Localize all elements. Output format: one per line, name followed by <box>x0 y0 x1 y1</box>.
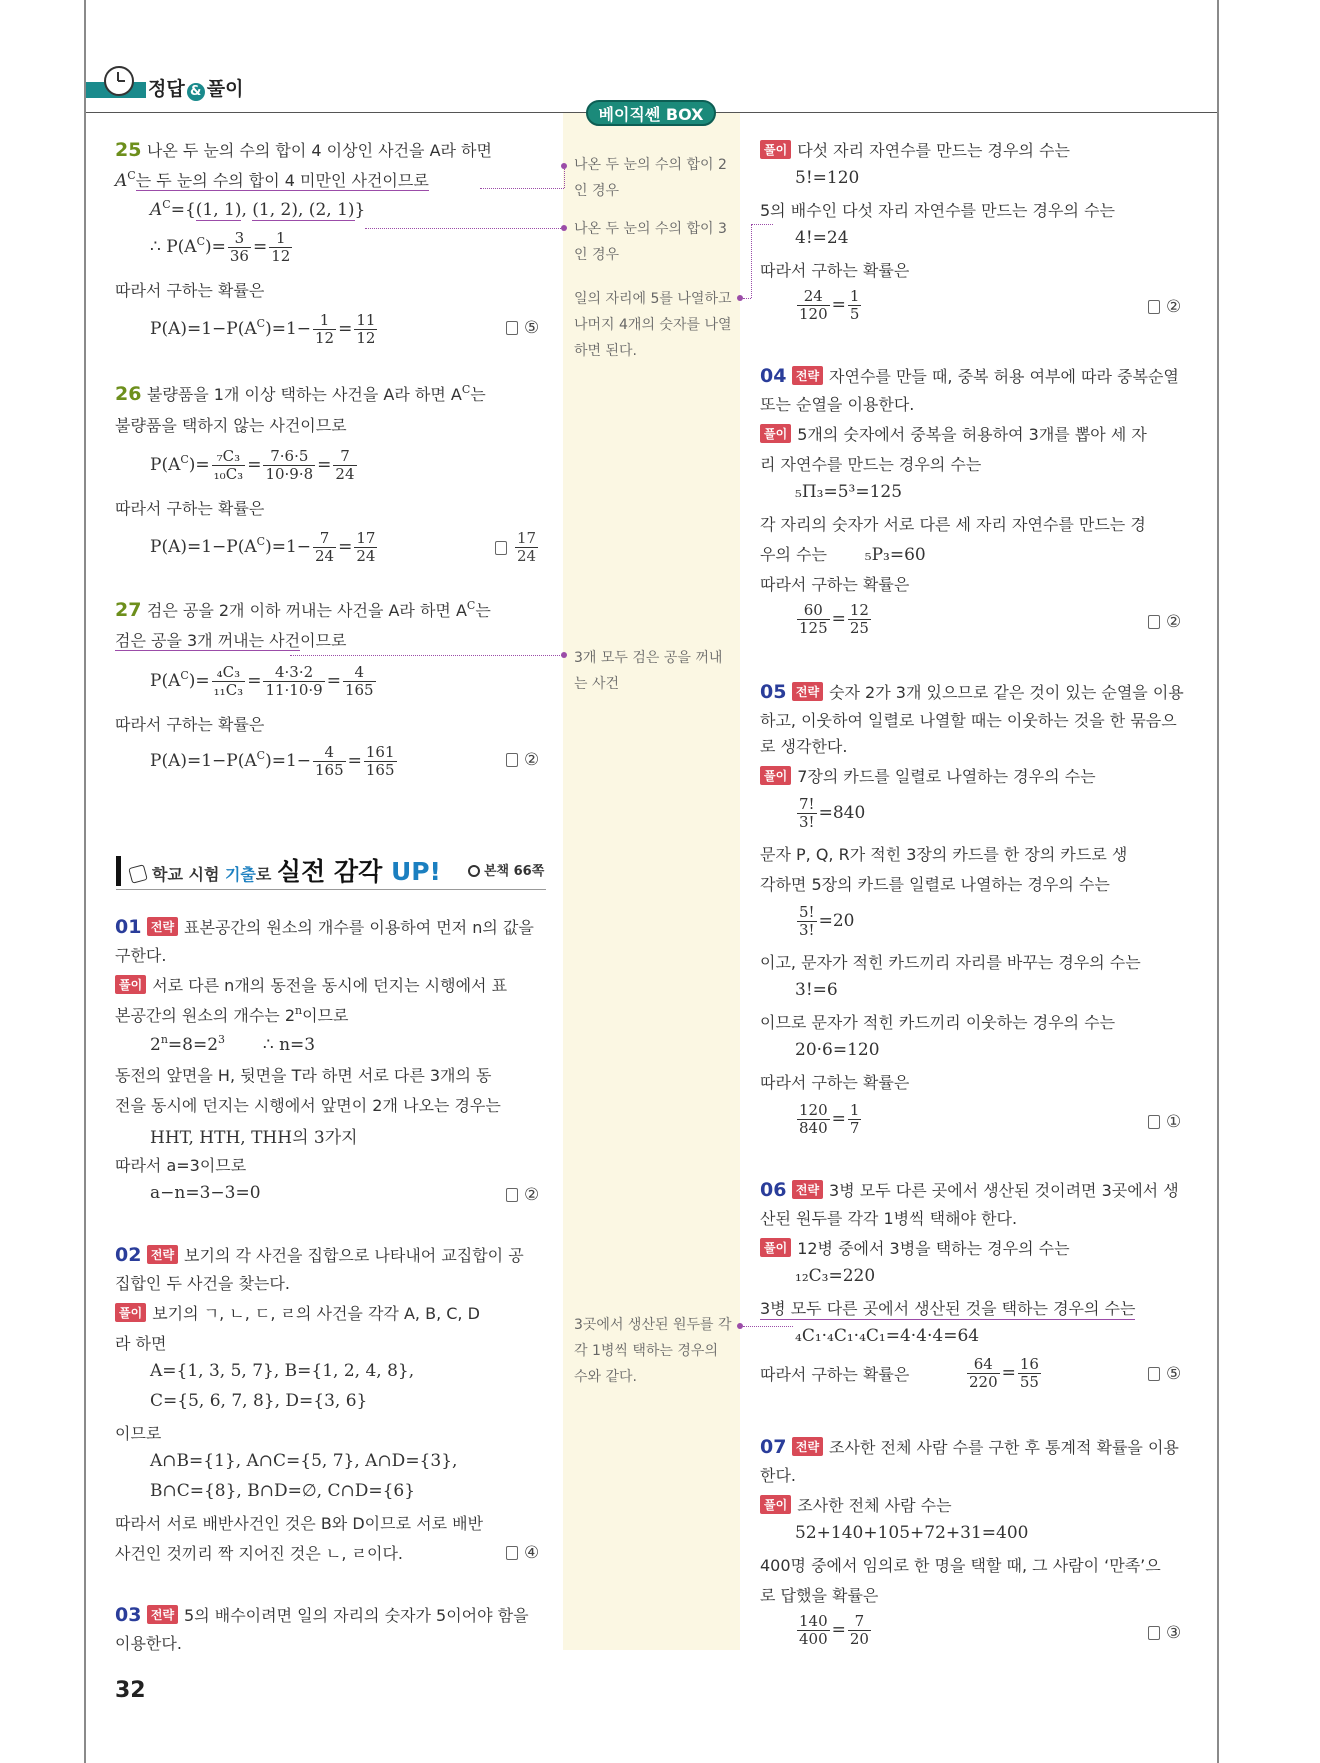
q03-solution-line: 4!=24 <box>795 228 849 248</box>
solution-tag: 풀이 <box>760 140 791 159</box>
q02-line: 풀이 보기의 ㄱ, ㄴ, ㄷ, ㄹ의 사건을 각각 A, B, C, D <box>115 1301 480 1324</box>
q07-line: 52+140+105+72+31=400 <box>795 1523 1029 1543</box>
q04-line: 또는 순열을 이용한다. <box>760 395 915 414</box>
basic-note: 3곳에서 생산된 원두를 각각 1병씩 택하는 경우의 수와 같다. <box>574 1317 732 1385</box>
question-number: 02 <box>115 1244 142 1266</box>
q05-result: $\frac{120}{840}$ = $\frac{1}{7}$ <box>799 1101 860 1137</box>
q02-line: B∩C={8}, B∩D=∅, C∩D={6} <box>150 1481 416 1501</box>
q04-line: 04 전략 자연수를 만들 때, 중복 허용 여부에 따라 중복순열 <box>760 365 1179 387</box>
q07-line: 풀이 조사한 전체 사람 수는 <box>760 1493 952 1516</box>
page-number: 32 <box>115 1678 146 1703</box>
q02-line: 라 하면 <box>115 1334 167 1353</box>
q06-line: 3병 모두 다른 곳에서 생산된 것을 택하는 경우의 수는 <box>760 1296 1135 1320</box>
solution-tag: 풀이 <box>115 1303 146 1322</box>
q04-line: 리 자연수를 만드는 경우의 수는 <box>760 455 982 474</box>
section-rule <box>116 889 546 890</box>
q05-equation: $\frac{7!}{3!}$ =840 <box>799 795 866 831</box>
q05-line: 따라서 구하는 확률은 <box>760 1073 910 1092</box>
question-number: 06 <box>760 1179 787 1201</box>
problem-27-line: 27 검은 공을 2개 이하 꺼내는 사건을 A라 하면 $A^C$는 <box>115 599 491 621</box>
q03-line: 이용한다. <box>115 1634 182 1653</box>
strategy-tag: 전략 <box>792 1180 823 1199</box>
q07-line: 07 전략 조사한 전체 사람 수를 구한 후 통계적 확률을 이용 <box>760 1436 1179 1458</box>
q05-line: 로 생각한다. <box>760 737 848 756</box>
q02-line: 02 전략 보기의 각 사건을 집합으로 나타내어 교집합이 공 <box>115 1244 524 1266</box>
textbook-reference: 본책 66쪽 <box>468 860 544 879</box>
answer-icon <box>506 1188 518 1202</box>
q01-line: 동전의 앞면을 H, 뒷면을 T라 하면 서로 다른 3개의 동 <box>115 1066 492 1085</box>
solution-tag: 풀이 <box>760 1238 791 1257</box>
q04-line: ₅Π₃=5³=125 <box>795 482 903 502</box>
connector-dot <box>561 225 567 231</box>
problem-25-result: $P(A)=1-P(A^C)=1-$ $\frac{1}{12}$ = $\frac{11}{12}$ <box>150 311 376 347</box>
problem-27-result: $P(A)=1-P(A^C)=1-$ $\frac{4}{165}$ = $\frac{161}{165}$ <box>150 743 395 779</box>
pencil-icon <box>128 864 148 884</box>
q07-line: 400명 중에서 임의로 한 명을 택할 때, 그 사람이 ‘만족’으 <box>760 1556 1161 1575</box>
problem-25-prob: ∴ $P(A^C)=$ $\frac{3}{36}$ = $\frac{1}{12}$ <box>150 229 291 265</box>
strategy-tag: 전략 <box>147 1605 178 1624</box>
connector-line <box>365 228 563 229</box>
answer-mark: ② <box>1148 612 1181 632</box>
question-number: 07 <box>760 1436 787 1458</box>
basic-note: 나온 두 눈의 수의 합이 2인 경우 <box>574 157 727 199</box>
answer-mark: ④ <box>506 1543 539 1563</box>
page-edge-right <box>1217 0 1219 1763</box>
problem-26-then: 따라서 구하는 확률은 <box>115 499 265 518</box>
answer-mark: ⑤ <box>506 318 539 338</box>
q02-line: 따라서 서로 배반사건인 것은 B와 D이므로 서로 배반 <box>115 1514 484 1533</box>
q07-line: 로 답했을 확률은 <box>760 1586 879 1605</box>
answer-mark: $\frac{17}{24}$ <box>495 530 540 565</box>
q07-result: $\frac{140}{400}$ = $\frac{7}{20}$ <box>799 1612 869 1648</box>
answer-icon <box>506 753 518 767</box>
q04-line: 각 자리의 숫자가 서로 다른 세 자리 자연수를 만드는 경 <box>760 515 1146 534</box>
connector-line <box>480 188 564 189</box>
q06-result: $\frac{64}{220}$ = $\frac{16}{55}$ <box>969 1355 1039 1391</box>
strategy-tag: 전략 <box>792 682 823 701</box>
question-number: 03 <box>115 1604 142 1626</box>
problem-27-then: 따라서 구하는 확률은 <box>115 715 265 734</box>
q04-line: 따라서 구하는 확률은 <box>760 575 910 594</box>
answer-icon <box>506 321 518 335</box>
strategy-tag: 전략 <box>792 1437 823 1456</box>
q02-line: 이므로 <box>115 1424 162 1443</box>
q01-line: 구한다. <box>115 946 167 965</box>
q02-line: A={1, 3, 5, 7}, B={1, 2, 4, 8}, <box>150 1361 415 1381</box>
q05-line: 20·6=120 <box>795 1040 880 1060</box>
q05-line: 3!=6 <box>795 980 838 1000</box>
problem-25-line: 25 나온 두 눈의 수의 합이 4 이상인 사건을 A라 하면 <box>115 139 492 161</box>
question-number: 01 <box>115 916 142 938</box>
problem-number: 27 <box>115 599 142 621</box>
answer-mark: ② <box>506 1185 539 1205</box>
q05-line: 각하면 5장의 카드를 일렬로 나열하는 경우의 수는 <box>760 875 1110 894</box>
answer-icon <box>1148 1115 1160 1129</box>
basic-box-badge: 베이직쎈 BOX <box>586 100 716 126</box>
answer-icon <box>495 541 507 555</box>
q01-line: a−n=3−3=0 <box>150 1183 261 1203</box>
clock-icon <box>104 66 134 96</box>
basic-note: 3개 모두 검은 공을 꺼내는 사건 <box>574 650 723 692</box>
strategy-tag: 전략 <box>147 917 178 936</box>
q06-line: 풀이 12병 중에서 3병을 택하는 경우의 수는 <box>760 1236 1070 1259</box>
connector-line <box>751 224 773 225</box>
answer-icon <box>1148 300 1160 314</box>
q06-line: 따라서 구하는 확률은 <box>760 1365 910 1384</box>
q05-line: 05 전략 숫자 2가 3개 있으므로 같은 것이 있는 순열을 이용 <box>760 681 1184 703</box>
q05-line: 이고, 문자가 적힌 카드끼리 자리를 바꾸는 경우의 수는 <box>760 953 1141 972</box>
q06-line: ₄C₁·₄C₁·₄C₁=4·4·4=64 <box>795 1326 980 1346</box>
problem-26-line: 26 불량품을 1개 이상 택하는 사건을 A라 하면 $A^C$는 <box>115 383 486 405</box>
q06-line: 산된 원두를 각각 1병씩 택해야 한다. <box>760 1209 1018 1228</box>
connector-dot <box>561 652 567 658</box>
q01-line: 본공간의 원소의 개수는 2$^n$이므로 <box>115 1004 349 1025</box>
solution-tag: 풀이 <box>115 975 146 994</box>
q01-equation: $2^n=8=2^3$ ∴ n=3 <box>150 1033 316 1055</box>
answer-icon <box>1148 615 1160 629</box>
q03-solution-line: 따라서 구하는 확률은 <box>760 261 910 280</box>
q03-solution-line: 풀이 다섯 자리 자연수를 만드는 경우의 수는 <box>760 138 1070 161</box>
problem-26-result: $P(A)=1-P(A^C)=1-$ $\frac{7}{24}$ = $\frac{17}{24}$ <box>150 529 376 565</box>
q03-line: 03 전략 5의 배수이려면 일의 자리의 숫자가 5이어야 함을 <box>115 1604 529 1626</box>
problem-27-prob: $P(A^C)=$ $\frac{\text{₄C₃}}{\text{₁₁C₃}}$ = $\frac{4\cdot 3\cdot 2}{11\cdot 10\cdot 9}$ = $\frac{4}{165}$ <box>150 663 374 699</box>
q06-line: 06 전략 3병 모두 다른 곳에서 생산된 것이려면 3곳에서 생 <box>760 1179 1179 1201</box>
q01-line: 풀이 서로 다른 n개의 동전을 동시에 던지는 시행에서 표 <box>115 973 507 996</box>
q07-line: 한다. <box>760 1466 796 1485</box>
q05-line: 하고, 이웃하여 일렬로 나열할 때는 이웃하는 것을 한 묶음으 <box>760 711 1177 730</box>
q05-line: 문자 P, Q, R가 적힌 3장의 카드를 한 장의 카드로 생 <box>760 845 1128 864</box>
solution-tag: 풀이 <box>760 766 791 785</box>
q01-line: 01 전략 표본공간의 원소의 개수를 이용하여 먼저 n의 값을 <box>115 916 534 938</box>
problem-25-line: $A^C$는 두 눈의 수의 합이 4 미만인 사건이므로 <box>115 169 429 191</box>
connector-line <box>743 1326 793 1327</box>
q06-line: ₁₂C₃=220 <box>795 1266 876 1286</box>
problem-number: 25 <box>115 139 142 161</box>
answer-icon <box>1148 1367 1160 1381</box>
q05-line: 이므로 문자가 적힌 카드끼리 이웃하는 경우의 수는 <box>760 1013 1116 1032</box>
question-number: 04 <box>760 365 787 387</box>
q02-line: A∩B={1}, A∩C={5, 7}, A∩D={3}, <box>150 1451 458 1471</box>
q02-line: 집합인 두 사건을 찾는다. <box>115 1274 290 1293</box>
q01-line: 전을 동시에 던지는 시행에서 앞면이 2개 나오는 경우는 <box>115 1096 501 1115</box>
reference-icon <box>468 865 480 877</box>
answer-mark: ② <box>1148 297 1181 317</box>
strategy-tag: 전략 <box>792 366 823 385</box>
q03-solution-line: 5!=120 <box>795 168 860 188</box>
connector-line <box>743 298 751 299</box>
solution-tag: 풀이 <box>760 424 791 443</box>
q04-line: 풀이 5개의 숫자에서 중복을 허용하여 3개를 뽑아 세 자 <box>760 422 1147 445</box>
answer-mark: ③ <box>1148 1623 1181 1643</box>
problem-25-set: $A^C=\{(1$, 1), (1, 2), (2, 1)} <box>150 198 366 220</box>
basic-note: 일의 자리에 5를 나열하고 나머지 4개의 숫자를 나열하면 된다. <box>574 291 732 359</box>
q02-line: 사건인 것끼리 짝 지어진 것은 ㄴ, ㄹ이다. <box>115 1544 403 1563</box>
q01-line: HHT, HTH, THH의 3가지 <box>150 1128 358 1148</box>
header-title: 정답 & 풀이 <box>148 78 244 100</box>
answer-icon <box>1148 1626 1160 1640</box>
connector-line <box>564 166 565 188</box>
solution-tag: 풀이 <box>760 1495 791 1514</box>
problem-26-prob: $P(A^C)=$ $\frac{\text{₇C₃}}{\text{₁₀C₃}}$ = $\frac{7\cdot 6\cdot 5}{10\cdot 9\cdot 8}$ = $\frac{7}{24}$ <box>150 447 355 483</box>
strategy-tag: 전략 <box>147 1245 178 1264</box>
answer-mark: ② <box>506 750 539 770</box>
section-title: 학교 시험 기출로 실전 감각 UP! <box>130 852 441 888</box>
section-marker <box>116 856 121 886</box>
answer-icon <box>506 1546 518 1560</box>
q05-equation: $\frac{5!}{3!}$ =20 <box>799 903 855 939</box>
q05-line: 풀이 7장의 카드를 일렬로 나열하는 경우의 수는 <box>760 764 1096 787</box>
answer-mark: ⑤ <box>1148 1364 1181 1384</box>
q02-line: C={5, 6, 7, 8}, D={3, 6} <box>150 1391 368 1411</box>
problem-25-then: 따라서 구하는 확률은 <box>115 281 265 300</box>
q04-result: $\frac{60}{125}$ = $\frac{12}{25}$ <box>799 601 869 637</box>
q01-line: 따라서 a=3이므로 <box>115 1156 247 1175</box>
q03-result: $\frac{24}{120}$ = $\frac{1}{5}$ <box>799 287 860 323</box>
problem-26-line: 불량품을 택하지 않는 사건이므로 <box>115 416 347 435</box>
connector-line <box>751 224 752 298</box>
connector-line <box>290 655 562 656</box>
basic-note: 나온 두 눈의 수의 합이 3인 경우 <box>574 221 727 263</box>
answer-mark: ① <box>1148 1112 1181 1132</box>
q03-solution-line: 5의 배수인 다섯 자리 자연수를 만드는 경우의 수는 <box>760 201 1115 220</box>
problem-27-line: 검은 공을 3개 꺼내는 사건이므로 <box>115 631 347 650</box>
problem-number: 26 <box>115 383 142 405</box>
question-number: 05 <box>760 681 787 703</box>
page-edge-left <box>84 0 86 1763</box>
q04-line: 우의 수는 ₅P₃=60 <box>760 545 926 565</box>
